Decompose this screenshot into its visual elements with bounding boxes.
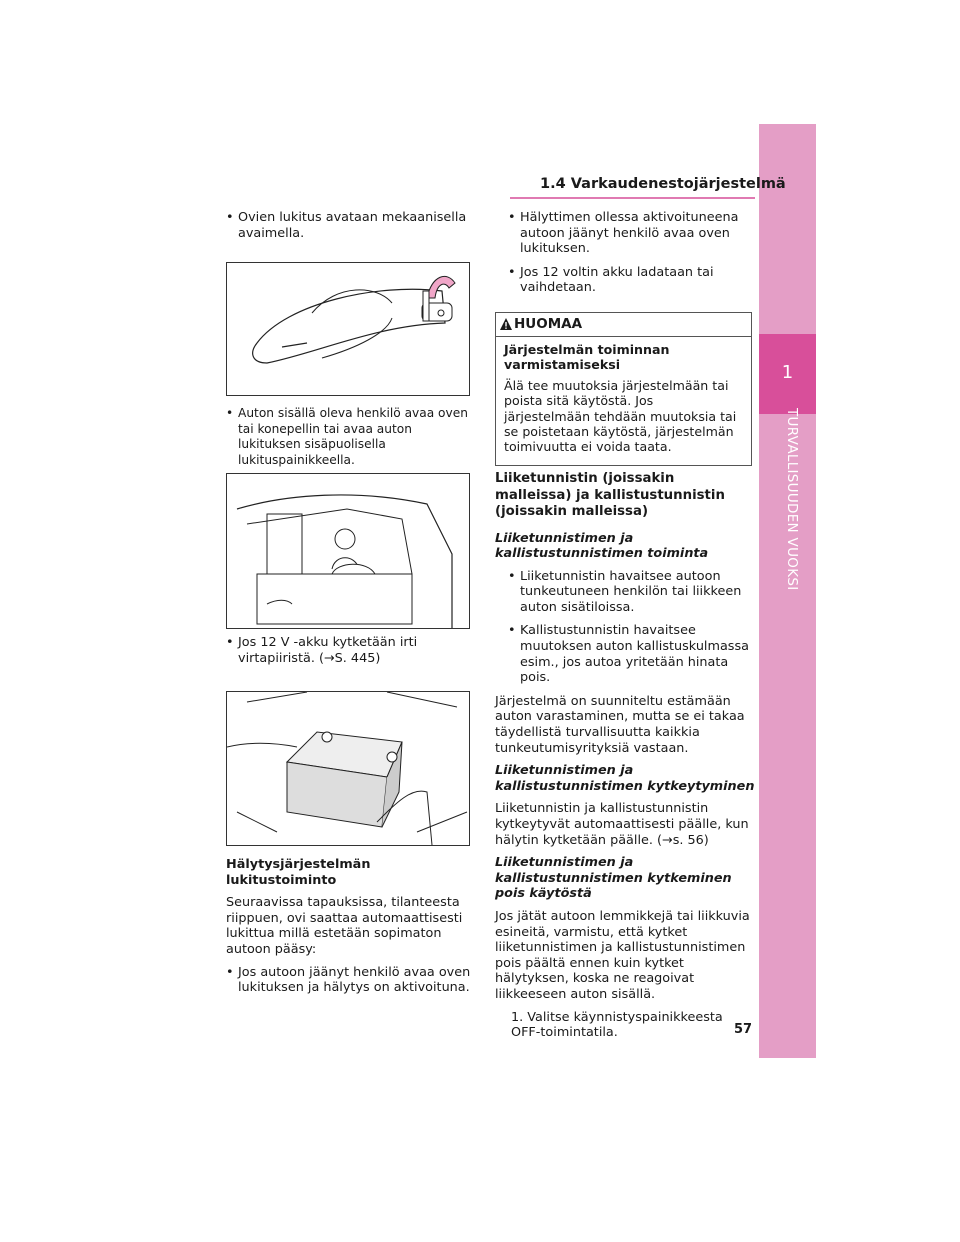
header-rule	[510, 197, 755, 199]
left-bullet-3-block	[226, 635, 471, 674]
warning-subtitle: Järjestelmän toiminnan varmistamiseksi	[504, 342, 670, 373]
bullet-12v-charged: • Jos 12 voltin akku ladataan tai vaihdetaan.	[508, 265, 753, 296]
heading-sensor: Liiketunnistin (joissakin malleissa) ja kallistustunnistin (joissakin malleissa)	[495, 471, 725, 519]
bullet-mechanical-key: • Ovien lukitus avataan mekaanisella avaimella.	[226, 210, 471, 241]
car-interior-illustration	[226, 473, 470, 629]
warning-title: HUOMAA	[514, 316, 583, 332]
para-system-design: Järjestelmä on suunniteltu estämään auton varastaminen, mutta se ei takaa täydellistä turvallisuutta kaikkia tunkeutumisyrityksiä vastaan.	[495, 693, 745, 756]
bullet-motion-sensor: • Liiketunnistin havaitsee autoon tunkeutuneen henkilön tai liikkeen auton sisätiloissa.	[508, 569, 755, 616]
warning-box	[495, 312, 752, 466]
bullet-person-unlocks: • Jos autoon jäänyt henkilö avaa oven lukituksen ja hälytys on aktivoituna.	[226, 965, 476, 996]
chapter-title: TURVALLISUUDEN VUOKSI	[784, 408, 800, 591]
battery-illustration	[226, 691, 470, 846]
warning-header	[496, 313, 751, 337]
section-header: 1.4 Varkaudenestojärjestelmä	[540, 176, 786, 192]
para-lock-function: Seuraavissa tapauksissa, tilanteesta riippuen, ovi saattaa automaattisesti lukittua millä estetään sopimaton autoon pääsy:	[226, 895, 463, 957]
heading-lock-function: Hälytysjärjestelmän lukitustoiminto	[226, 857, 371, 888]
warning-text: Älä tee muutoksia järjestelmään tai poista sitä käytöstä. Jos järjestelmään tehdään muutoksia tai se poistetaan käytöstä, järjestelmän toimivuutta ei voida taata.	[504, 377, 737, 455]
warning-icon	[499, 317, 513, 331]
subheading-sensor-disable: Liiketunnistimen ja kallistustunnistimen kytkeminen pois käytöstä	[495, 855, 732, 902]
subheading-sensor-function: Liiketunnistimen ja kallistustunnistimen toiminta	[495, 530, 709, 562]
right-sensor-section	[495, 471, 755, 1041]
bullet-tilt-sensor: • Kallistustunnistin havaitsee muutoksen auton kallistuskulmassa esim., jos autoa yritetään hinata pois.	[508, 623, 755, 685]
step-1: 1. Valitse käynnistyspainikkeesta OFF-toimintatila.	[511, 1009, 723, 1041]
left-lock-section	[226, 857, 476, 1004]
bullet-alarm-active-unlock: • Hälyttimen ollessa aktivoituneena autoon jäänyt henkilö avaa oven lukituksen.	[508, 210, 753, 257]
left-bullet-1-block	[226, 210, 471, 249]
right-top-bullets	[508, 210, 753, 304]
subheading-sensor-activation: Liiketunnistimen ja kallistustunnistimen kytkeytyminen	[495, 763, 755, 794]
bullet-inside-person: • Auton sisällä oleva henkilö avaa oven tai konepellin tai avaa auton lukituksen sisäpuolisella lukituspainikkeella.	[226, 406, 471, 468]
bullet-battery-disconnect: • Jos 12 V -akku kytketään irti virtapiiristä. (→S. 445)	[226, 635, 471, 666]
door-handle-key-illustration	[226, 262, 470, 396]
page-number: 57	[734, 1022, 753, 1037]
para-sensor-activation: Liiketunnistin ja kallistustunnistin kytkeytyvät automaattisesti päälle, kun hälytin kytketään päälle. (→s. 56)	[495, 801, 749, 848]
left-bullet-2-block	[226, 406, 471, 476]
chapter-number: 1	[759, 334, 816, 414]
para-sensor-disable: Jos jätät autoon lemmikkejä tai liikkuvia esineitä, varmistu, että kytket liiketunnistimen ja kallistustunnistimen pois päältä ennen kuin kytket hälytyksen, koska ne reagoivat liikkeeseen auton sisällä.	[495, 908, 750, 1002]
